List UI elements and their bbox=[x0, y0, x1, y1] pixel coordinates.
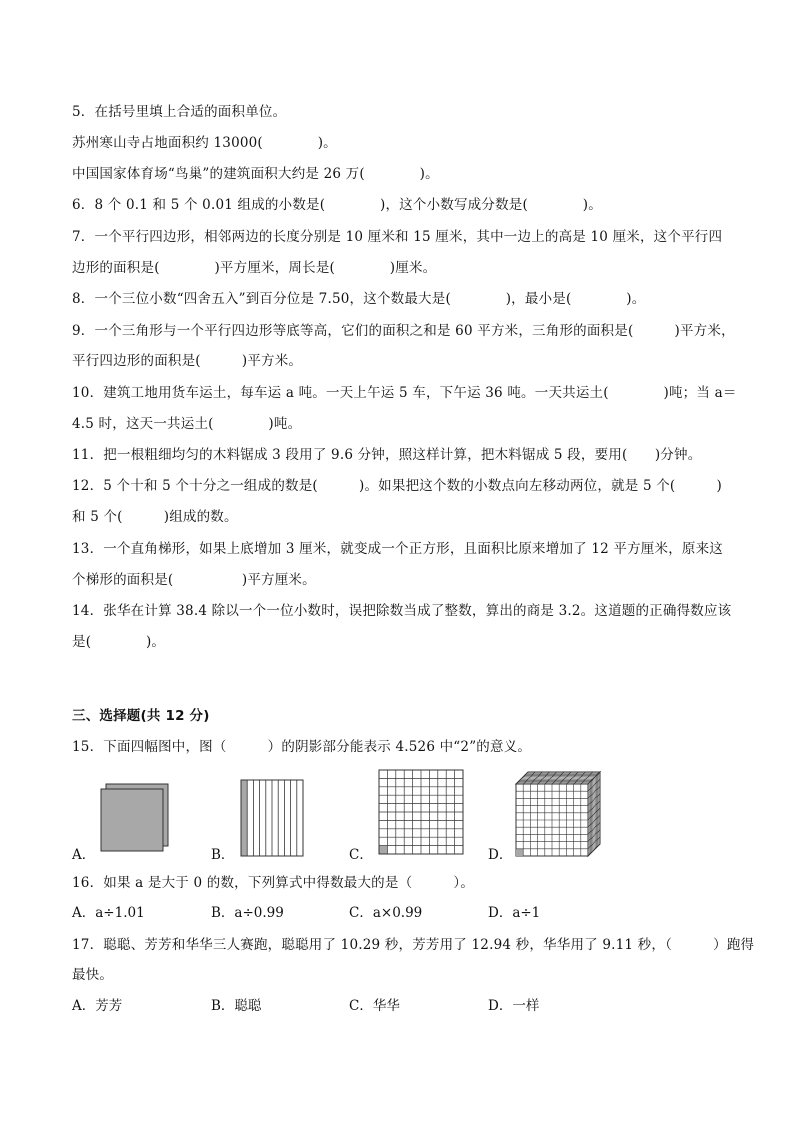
q13-line-1: 13．一个直角梯形，如果上底增加 3 厘米，就变成一个正方形，且面积比原来增加了 12 平方厘米，原来这 bbox=[72, 541, 724, 557]
figure-d-thousandths-cube bbox=[514, 770, 604, 858]
q17-line-2: 最快。 bbox=[72, 967, 114, 983]
shaded-cube-cell bbox=[516, 849, 523, 856]
shaded-column bbox=[241, 780, 247, 856]
figure-b-tenths-grid bbox=[240, 779, 304, 857]
section-3-title: 三、选择题(共 12 分) bbox=[72, 708, 210, 724]
q15-option-c[interactable]: C． bbox=[349, 847, 373, 863]
q5-line-1: 苏州寒山寺占地面积约 13000( )。 bbox=[72, 135, 337, 151]
q15-option-a[interactable]: A． bbox=[72, 847, 96, 863]
q16-option-d[interactable]: D．a÷1 bbox=[488, 905, 541, 921]
q7-line-2: 边形的面积是( )平方厘米，周长是( )厘米。 bbox=[72, 260, 437, 276]
q6-line-1: 6．8 个 0.1 和 5 个 0.01 组成的小数是( )，这个小数写成分数是( )。 bbox=[72, 197, 602, 213]
q12-line-2: 和 5 个( )组成的数。 bbox=[72, 509, 238, 525]
q10-line-1: 10．建筑工地用货车运土，每车运 a 吨。一天上午运 5 车，下午运 36 吨。一天共运土( )吨；当 a＝ bbox=[72, 385, 737, 401]
q12-line-1: 12．5 个十和 5 个十分之一组成的数是( )。如果把这个数的小数点向左移动两位，就是 5 个( ) bbox=[72, 478, 722, 494]
q5-title: 5．在括号里填上合适的面积单位。 bbox=[72, 104, 287, 120]
q8-line-1: 8．一个三位小数“四舍五入”到百分位是 7.50，这个数最大是( )，最小是( )。 bbox=[72, 291, 646, 307]
figure-a-stacked-squares bbox=[98, 783, 170, 855]
q14-line-2: 是( )。 bbox=[72, 634, 166, 650]
q15-option-d[interactable]: D． bbox=[488, 847, 513, 863]
q16-option-c[interactable]: C．a×0.99 bbox=[349, 905, 423, 921]
q17-option-c[interactable]: C．华华 bbox=[349, 998, 400, 1014]
q15-stem: 15．下面四幅图中，图（ ）的阴影部分能表示 4.526 中“2”的意义。 bbox=[72, 739, 532, 755]
q17-line-1: 17．聪聪、芳芳和华华三人赛跑，聪聪用了 10.29 秒，芳芳用了 12.94 秒，华华用了 9.11 秒，（ ）跑得 bbox=[72, 937, 755, 953]
q13-line-2: 个梯形的面积是( )平方厘米。 bbox=[72, 572, 316, 588]
q9-line-1: 9．一个三角形与一个平行四边形等底等高，它们的面积之和是 60 平方米，三角形的面积是( )平方米， bbox=[72, 323, 735, 339]
q15-option-b[interactable]: B． bbox=[211, 847, 235, 863]
shaded-cell bbox=[379, 846, 387, 854]
figure-c-hundredths-grid bbox=[378, 769, 464, 855]
q7-line-1: 7．一个平行四边形，相邻两边的长度分别是 10 厘米和 15 厘米，其中一边上的高是 10 厘米，这个平行四 bbox=[72, 229, 723, 245]
q10-line-2: 4.5 时，这天一共运土( )吨。 bbox=[72, 416, 302, 432]
q16-stem: 16．如果 a 是大于 0 的数，下列算式中得数最大的是（ ）。 bbox=[72, 875, 475, 891]
q17-option-a[interactable]: A．芳芳 bbox=[72, 998, 123, 1014]
q11-line-1: 11．把一根粗细均匀的木料锯成 3 段用了 9.6 分钟，照这样计算，把木料锯成 5 段，要用( )分钟。 bbox=[72, 447, 702, 463]
q16-option-b[interactable]: B．a÷0.99 bbox=[211, 905, 284, 921]
q5-line-2: 中国国家体育场“鸟巢”的建筑面积大约是 26 万( )。 bbox=[72, 166, 439, 182]
q16-option-a[interactable]: A．a÷1.01 bbox=[72, 905, 145, 921]
q17-option-b[interactable]: B．聪聪 bbox=[211, 998, 262, 1014]
q14-line-1: 14．张华在计算 38.4 除以一个一位小数时，误把除数当成了整数，算出的商是 3.2。这道题的正确得数应该 bbox=[72, 603, 732, 619]
q9-line-2: 平行四边形的面积是( )平方米。 bbox=[72, 353, 303, 369]
q17-option-d[interactable]: D．一样 bbox=[488, 998, 540, 1014]
